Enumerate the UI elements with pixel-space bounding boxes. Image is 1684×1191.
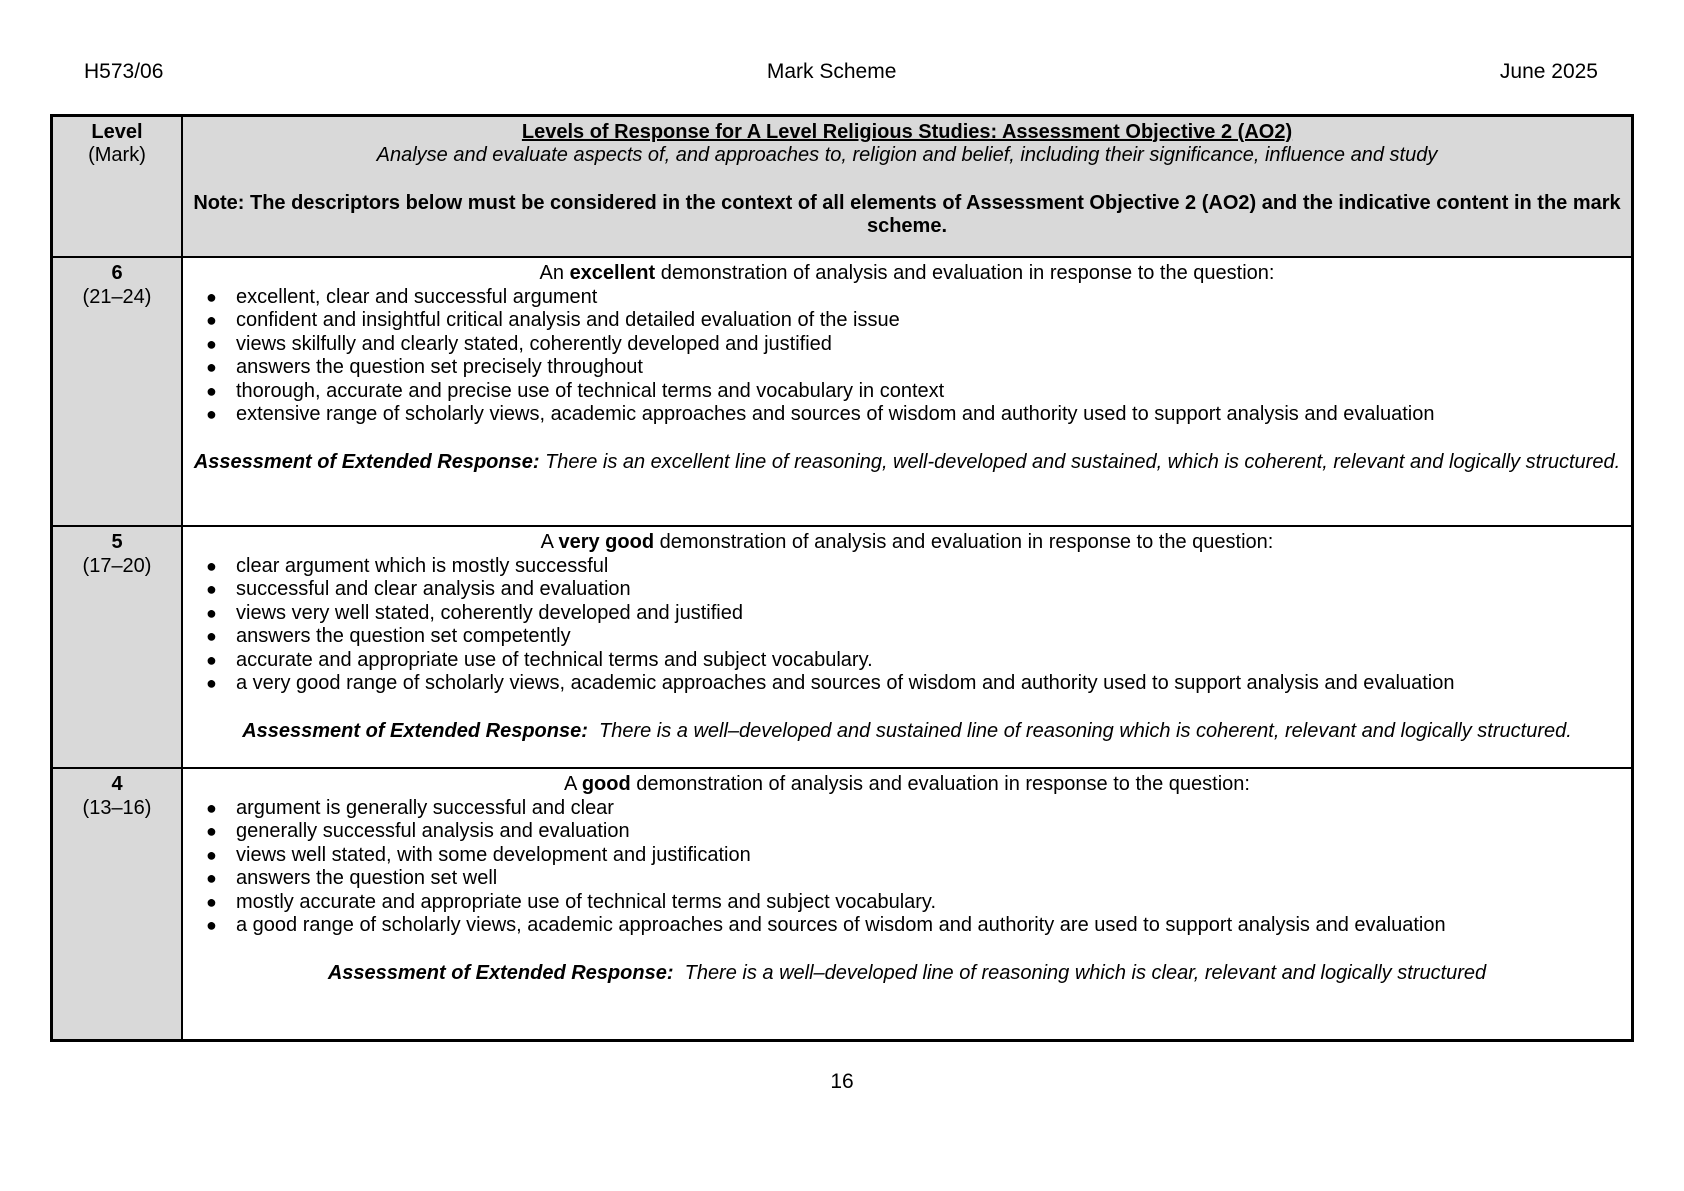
table-subtitle: Analyse and evaluate aspects of, and approaches to, religion and belief, including their significance, influence and study: [376, 144, 1438, 166]
list-item: [193, 309, 1621, 333]
bullet-icon: ●: [206, 333, 217, 354]
bullet-icon: ●: [206, 844, 217, 865]
level-cell: [52, 526, 183, 768]
list-item: [193, 844, 1621, 868]
assessment-label: Assessment of Extended Response:: [242, 719, 588, 742]
table-title: Levels of Response for A Level Religious Studies: Assessment Objective 2 (AO2): [521, 120, 1293, 143]
assessment-of-extended-response: [193, 962, 1621, 986]
document-title: Mark Scheme: [766, 60, 897, 83]
level-cell: [52, 257, 183, 526]
assessment-label: Assessment of Extended Response:: [327, 961, 674, 984]
bullet-text: a very good range of scholarly views, academic approaches and sources of wisdom and authority used to support analysis and evaluation: [236, 672, 1455, 694]
level-cell: [52, 768, 183, 1040]
bullet-list: [193, 797, 1621, 938]
descriptor-header-cell: [182, 115, 1633, 257]
list-item: [193, 356, 1621, 380]
level-number: 5: [111, 531, 123, 553]
bullet-text: generally successful analysis and evaluation: [236, 820, 630, 842]
intro-keyword: excellent: [569, 262, 656, 284]
session-date: June 2025: [1499, 60, 1598, 83]
list-item: [193, 867, 1621, 891]
list-item: [193, 820, 1621, 844]
intro-prefix: An: [539, 262, 570, 284]
intro-rest: demonstration of analysis and evaluation in response to the question:: [655, 262, 1275, 284]
intro-prefix: A: [540, 531, 559, 553]
bullet-icon: ●: [206, 821, 217, 841]
list-item: [193, 649, 1621, 673]
page-number: 16: [830, 1069, 854, 1093]
bullet-icon: ●: [206, 797, 217, 818]
list-item: [193, 555, 1621, 579]
intro-rest: demonstration of analysis and evaluation in response to the question:: [630, 773, 1250, 795]
list-item: [193, 625, 1621, 649]
bullet-icon: ●: [206, 380, 217, 401]
bullet-text: a good range of scholarly views, academic approaches and sources of wisdom and authority are used to support analysis and evaluation: [236, 914, 1446, 936]
list-item: [193, 797, 1621, 821]
list-item: [193, 333, 1621, 357]
list-item: [193, 578, 1621, 602]
page-header: [0, 0, 1684, 84]
bullet-text: answers the question set precisely throughout: [236, 356, 643, 378]
list-item: [193, 380, 1621, 404]
bullet-icon: ●: [206, 649, 217, 670]
table-row: [52, 526, 1633, 768]
assessment-label: Assessment of Extended Response:: [193, 450, 540, 473]
mark-range: (17–20): [82, 554, 152, 577]
table-note: Note: The descriptors below must be considered in the context of all elements of Assessment Objective 2 (AO2) and the indicative content in the mark scheme.: [193, 191, 1621, 237]
bullet-icon: ●: [206, 891, 217, 912]
bullet-icon: ●: [206, 286, 217, 307]
row-intro: [193, 531, 1621, 555]
table-row: [52, 257, 1633, 526]
paper-code: H573/06: [84, 60, 164, 83]
list-item: [193, 286, 1621, 310]
bullet-text: excellent, clear and successful argument: [236, 285, 598, 308]
level-number: 4: [111, 773, 123, 795]
bullet-text: confident and insightful critical analysis and detailed evaluation of the issue: [236, 309, 900, 331]
bullet-text: thorough, accurate and precise use of technical terms and vocabulary in context: [236, 379, 945, 402]
bullet-text: views well stated, with some development and justification: [236, 843, 751, 866]
row-intro: [193, 262, 1621, 286]
bullet-text: argument is generally successful and clear: [236, 796, 614, 819]
bullet-text: answers the question set competently: [236, 625, 571, 647]
intro-keyword: good: [581, 773, 631, 795]
bullet-icon: ●: [206, 555, 217, 576]
intro-prefix: A: [564, 773, 582, 795]
descriptor-cell: [182, 768, 1633, 1040]
bullet-text: views very well stated, coherently developed and justified: [236, 601, 743, 624]
intro-keyword: very good: [558, 531, 655, 553]
row-intro: [193, 773, 1621, 797]
bullet-icon: ●: [206, 868, 217, 888]
mark-header-label: (Mark): [88, 144, 146, 166]
assessment-text: There is an excellent line of reasoning, well-developed and sustained, which is coherent, relevant and logically structured.: [539, 450, 1621, 473]
bullet-icon: ●: [206, 404, 217, 424]
level-header-label: Level: [91, 120, 143, 143]
bullet-list: [193, 286, 1621, 427]
bullet-icon: ●: [206, 626, 217, 646]
list-item: [193, 914, 1621, 938]
descriptor-cell: [182, 526, 1633, 768]
bullet-text: successful and clear analysis and evaluation: [236, 578, 631, 600]
descriptor-cell: [182, 257, 1633, 526]
bullet-icon: ●: [206, 915, 217, 935]
assessment-of-extended-response: [193, 720, 1621, 744]
bullet-text: accurate and appropriate use of technical terms and subject vocabulary.: [236, 648, 873, 671]
level-mark-header-cell: [52, 115, 183, 257]
assessment-text: There is a well–developed and sustained line of reasoning which is coherent, relevant and logically structured.: [587, 719, 1572, 742]
bullet-text: extensive range of scholarly views, academic approaches and sources of wisdom and authority used to support analysis and evaluation: [236, 403, 1435, 425]
bullet-icon: ●: [206, 579, 217, 599]
levels-of-response-table: [50, 114, 1634, 1042]
table-header-row: [52, 115, 1633, 257]
table-row: [52, 768, 1633, 1040]
bullet-text: views skilfully and clearly stated, coherently developed and justified: [236, 332, 832, 355]
bullet-text: answers the question set well: [236, 867, 498, 889]
intro-rest: demonstration of analysis and evaluation in response to the question:: [654, 531, 1274, 553]
bullet-text: clear argument which is mostly successful: [236, 554, 609, 577]
bullet-list: [193, 555, 1621, 696]
list-item: [193, 672, 1621, 696]
assessment-text: There is a well–developed line of reasoning which is clear, relevant and logically structured: [673, 961, 1487, 984]
list-item: [193, 602, 1621, 626]
list-item: [193, 891, 1621, 915]
list-item: [193, 403, 1621, 427]
mark-range: (13–16): [82, 796, 152, 819]
assessment-of-extended-response: [193, 451, 1621, 475]
bullet-icon: ●: [206, 673, 217, 693]
level-number: 6: [111, 262, 123, 284]
bullet-icon: ●: [206, 310, 217, 330]
mark-range: (21–24): [82, 285, 152, 308]
bullet-icon: ●: [206, 357, 217, 377]
bullet-text: mostly accurate and appropriate use of technical terms and subject vocabulary.: [236, 890, 936, 913]
bullet-icon: ●: [206, 602, 217, 623]
